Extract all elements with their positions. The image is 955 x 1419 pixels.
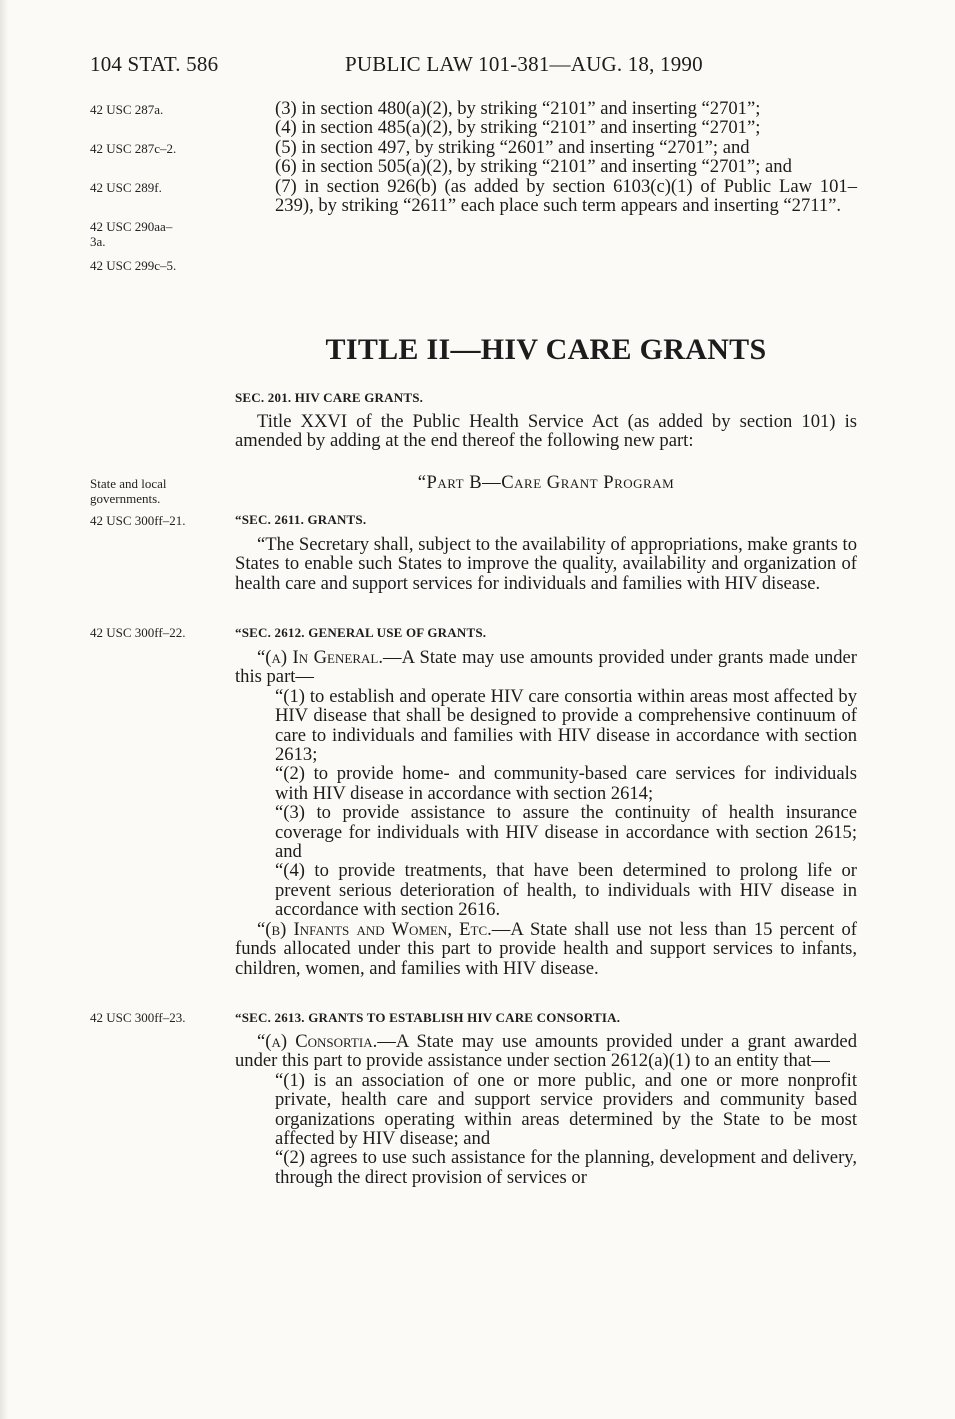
amendment-item: (7) in section 926(b) (as added by section 6103(c)(1) of Public Law 101–239), by striking “2611” each place such term appears and inserting “2711”. [275,175,857,217]
section-body [235,1032,857,1187]
subsection-label: “(a) Consortia. [257,1031,378,1052]
paragraph: Title XXVI of the Public Health Service Act (as added by section 101) is amended by adding at the end thereof the following new part: [235,411,857,452]
section-heading: “SEC. 2612. GENERAL USE OF GRANTS. [235,625,487,640]
margin-note: State and local governments. [90,476,167,506]
list-item: “(1) is an association of one or more public, and one or more nonprofit private, health care and support service providers and community based organizations operating within areas determined by the State to be most affected by HIV disease; and [275,1069,857,1150]
section-body [235,535,857,593]
paragraph: “The Secretary shall, subject to the availability of appropriations, make grants to States to enable such States to improve the quality, availability and organization of health care and support services for individuals and families with HIV disease. [235,534,857,594]
page-number: 104 STAT. 586 [90,52,219,76]
subsection-text: —A State may use amounts provided under grants made under this part— [235,647,857,688]
list-item: “(2) to provide home- and community-based care services for individuals with HIV disease in accordance with section 2614; [275,763,857,804]
margin-note: 42 USC 300ff–22. [90,625,186,640]
list-item: “(4) to provide treatments, that have been determined to prolong life or prevent serious deterioration of health, to individuals with HIV disease in accordance with section 2616. [275,860,857,921]
subsection-label: “(b) Infants and Women, Etc. [257,918,492,940]
subsection-label: “(a) In General. [257,647,383,668]
margin-note: 42 USC 290aa–3a. [90,219,173,249]
margin-note: 42 USC 287c–2. [90,141,177,156]
list-item: “(2) agrees to use such assistance for the planning, development and delivery, through the direct provision of services or [275,1147,857,1188]
subsection-text: —A State shall use not less than 15 percent of funds allocated under this part to provide health and support services to infants, children, women, and families with HIV disease. [235,918,857,979]
list-item: “(3) to provide assistance to assure the continuity of health insurance coverage for individuals with HIV disease in accordance with section 2615; and [275,802,857,863]
section-heading: SEC. 201. HIV CARE GRANTS. [235,390,424,405]
list-item: “(1) to establish and operate HIV care consortia within areas most affected by HIV disease that shall be designed to provide a comprehensive continuum of care to individuals and families with HIV disease in accordance with section 2613; [275,685,857,766]
amendment-list [235,99,857,215]
section-heading: “SEC. 2613. GRANTS TO ESTABLISH HIV CARE CONSORTIA. [235,1010,621,1025]
section-body [235,412,857,451]
part-heading: “Part B—Care Grant Program [417,472,675,493]
paragraph [235,648,857,687]
section-body [235,648,857,978]
margin-note: 42 USC 299c–5. [90,258,177,273]
title-heading: TITLE II—HIV CARE GRANTS [325,333,767,366]
section-heading: “SEC. 2611. GRANTS. [235,512,367,527]
amendment-item: (6) in section 505(a)(2), by striking “2101” and inserting “2701”; and [275,156,792,178]
margin-note: 42 USC 289f. [90,180,162,195]
subsection-text: —A State may use amounts provided under a grant awarded under this part to provide assistance under section 2612(a)(1) to an entity that— [235,1031,857,1072]
paragraph [235,920,857,978]
page-edge-shadow [0,0,8,1419]
margin-note: 42 USC 287a. [90,102,164,117]
margin-note: 42 USC 300ff–21. [90,513,186,528]
paragraph [235,1032,857,1071]
amendment-item: (3) in section 480(a)(2), by striking “2101” and inserting “2701”; [275,98,761,119]
amendment-item: (5) in section 497, by striking “2601” and inserting “2701”; and [275,136,750,158]
margin-note: 42 USC 300ff–23. [90,1010,186,1025]
amendment-item: (4) in section 485(a)(2), by striking “2101” and inserting “2701”; [275,117,761,139]
running-head: PUBLIC LAW 101-381—AUG. 18, 1990 [345,52,703,76]
